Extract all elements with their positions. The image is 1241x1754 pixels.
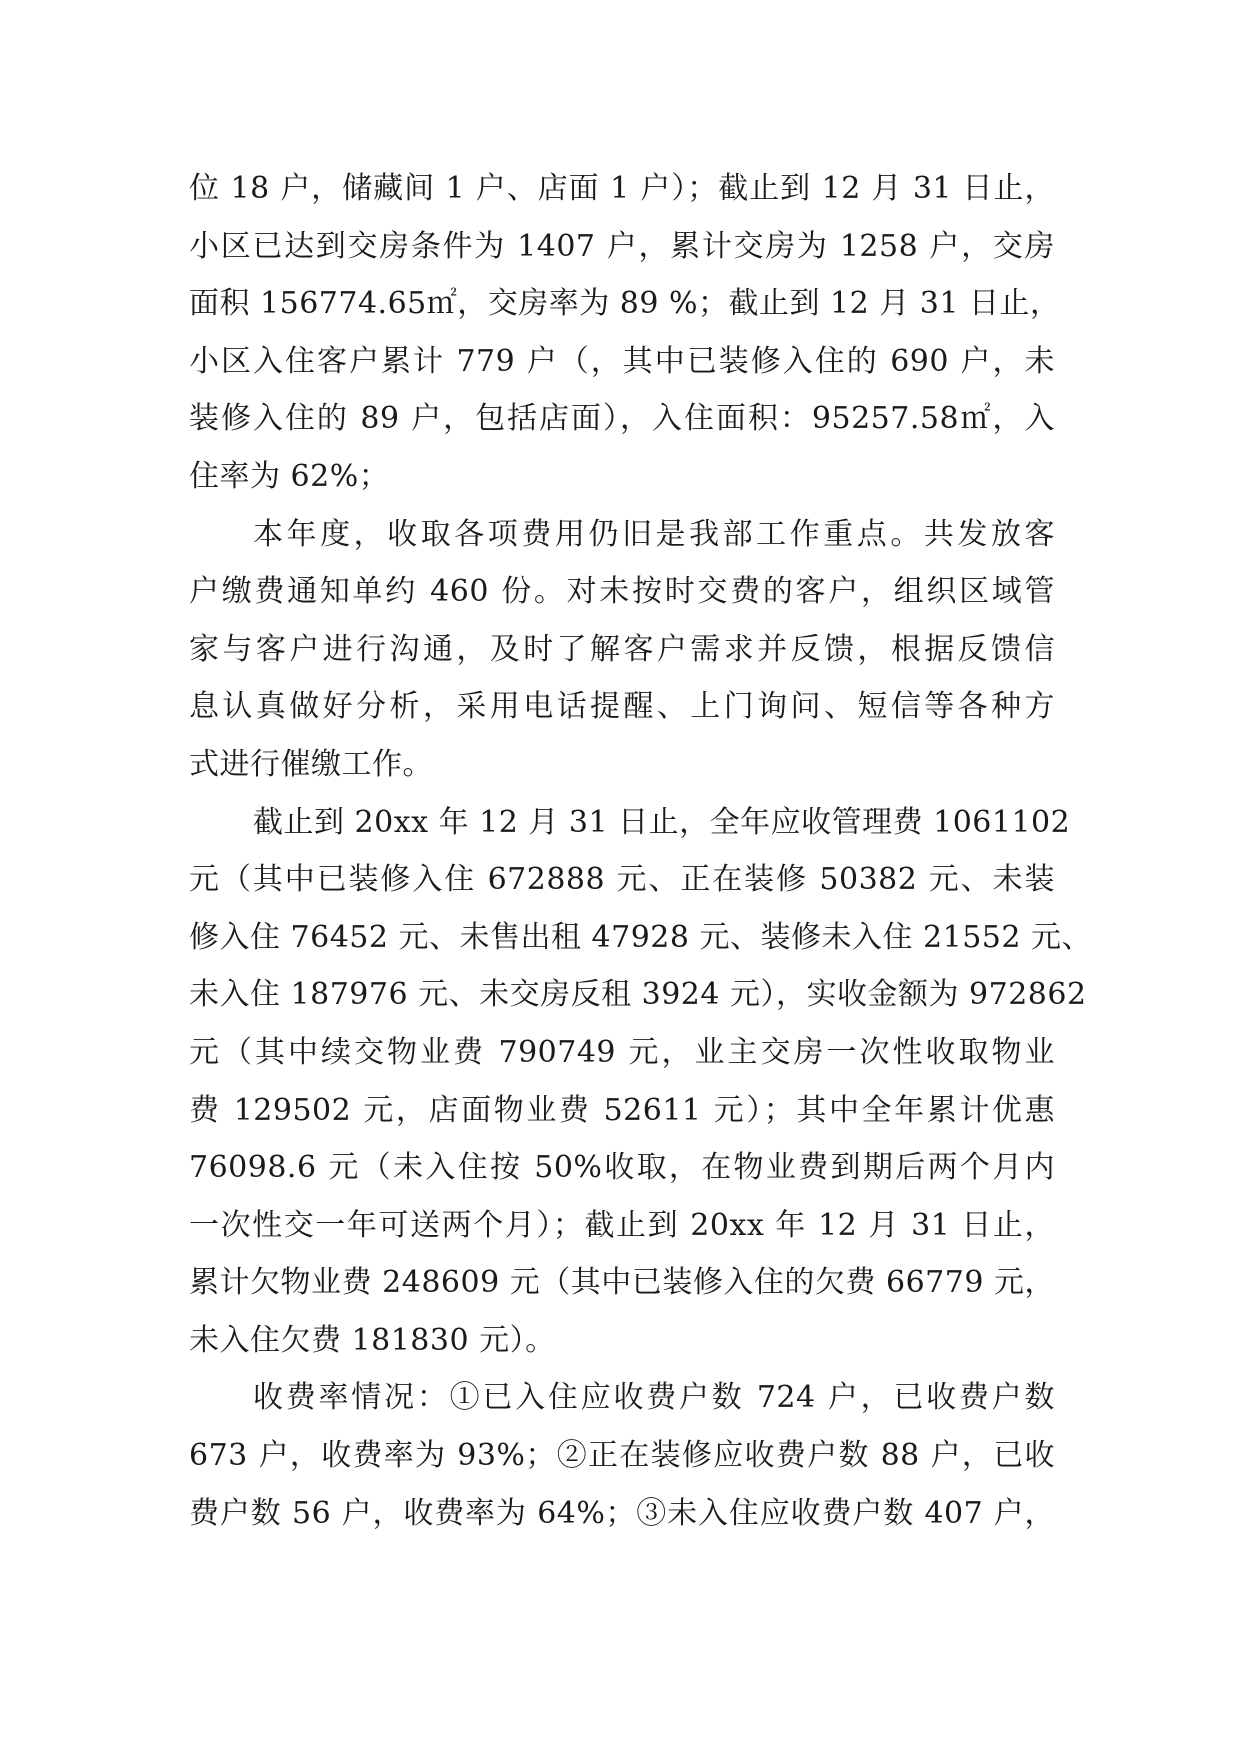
document-body [189, 160, 1093, 1542]
text-line: 位 18 户，储藏间 1 户、店面 1 户）；截止到 12 月 31 日止， [189, 171, 1055, 206]
text-line: 家与客户进行沟通，及时了解客户需求并反馈，根据反馈信 [189, 631, 1055, 667]
text-line: 式进行催缴工作。 [189, 746, 433, 782]
text-line: 元（其中已装修入住 672888 元、正在装修 50382 元、未装 [189, 862, 1055, 898]
paragraph [189, 506, 1055, 794]
text-line: 未入住 187976 元、未交房反租 3924 元），实收金额为 972862 [189, 977, 1087, 1013]
text-line: 元（其中续交物业费 790749 元，业主交房一次性收取物业 [189, 1034, 1055, 1070]
text-line: 收费率情况：①已入住应收费户数 724 户，已收费户数 [253, 1380, 1055, 1416]
text-line: 费 129502 元，店面物业费 52611 元）；其中全年累计优惠 [189, 1092, 1055, 1128]
paragraph [189, 160, 1061, 506]
text-line: 息认真做好分析，采用电话提醒、上门询问、短信等各种方 [189, 689, 1055, 725]
text-line: 户缴费通知单约 460 份。对未按时交费的客户，组织区域管 [189, 574, 1055, 610]
text-line: 未入住欠费 181830 元）。 [189, 1322, 556, 1358]
text-line: 装修入住的 89 户，包括店面），入住面积：95257.58㎡，入 [189, 401, 1055, 437]
text-line: 本年度，收取各项费用仍旧是我部工作重点。共发放客 [253, 516, 1055, 552]
paragraph [189, 794, 1093, 1370]
text-line: 截止到 20xx 年 12 月 31 日止，全年应收管理费 1061102 [253, 804, 1071, 840]
text-line: 费户数 56 户，收费率为 64%；③未入住应收费户数 407 户， [189, 1495, 1055, 1531]
text-line: 673 户，收费率为 93%；②正在装修应收费户数 88 户，已收 [189, 1438, 1055, 1474]
text-line: 累计欠物业费 248609 元（其中已装修入住的欠费 66779 元， [189, 1265, 1055, 1301]
paragraph [189, 1369, 1055, 1542]
text-line: 76098.6 元（未入住按 50%收取，在物业费到期后两个月内 [189, 1150, 1055, 1186]
text-line: 一次性交一年可送两个月）；截止到 20xx 年 12 月 31 日止， [189, 1207, 1055, 1243]
text-line: 小区已达到交房条件为 1407 户，累计交房为 1258 户，交房 [189, 228, 1055, 264]
text-line: 面积 156774.65㎡，交房率为 89 %；截止到 12 月 31 日止， [189, 286, 1061, 322]
text-line: 小区入住客户累计 779 户（，其中已装修入住的 690 户，未 [189, 343, 1055, 379]
text-line: 修入住 76452 元、未售出租 47928 元、装修未入住 21552 元、 [189, 919, 1093, 955]
text-line: 住率为 62%； [189, 458, 390, 494]
